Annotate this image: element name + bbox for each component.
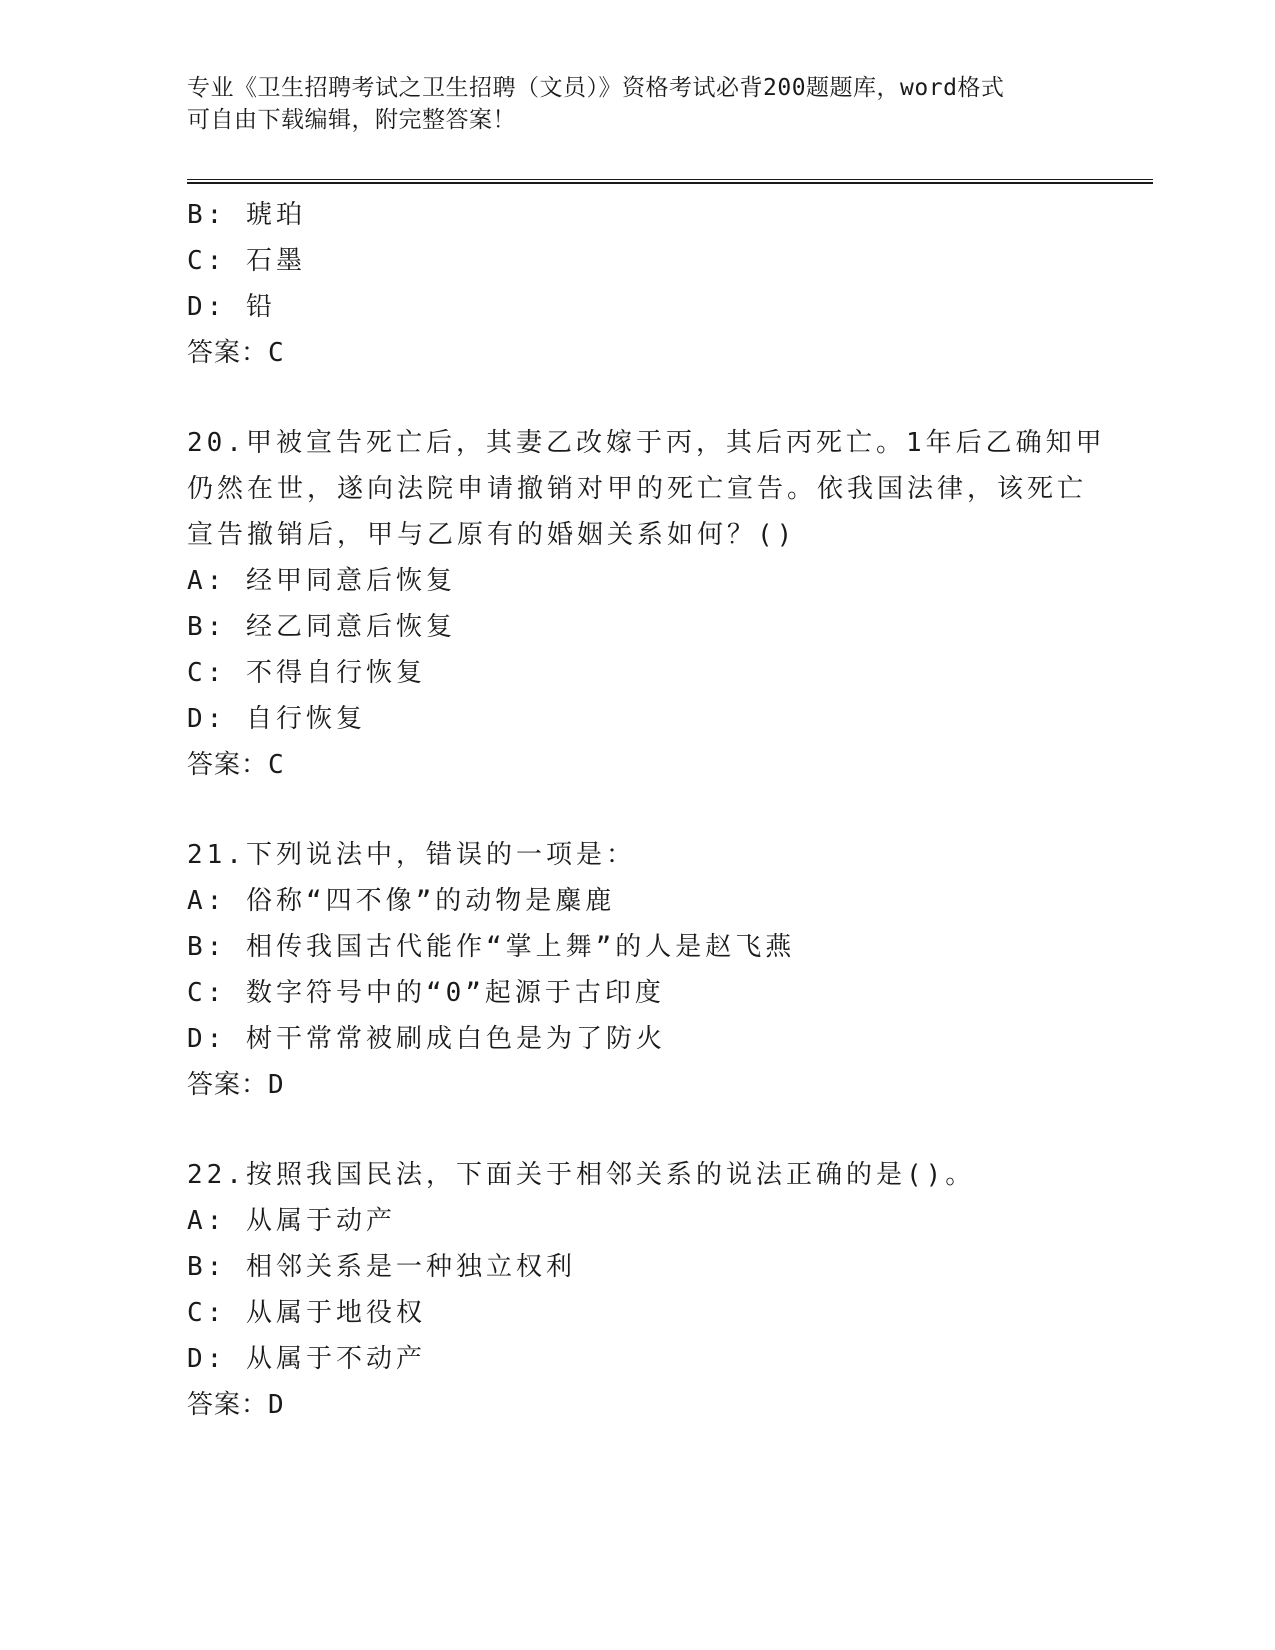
option-a: A: 经甲同意后恢复 — [187, 566, 456, 596]
option-a: A: 从属于动产 — [187, 1206, 396, 1236]
option-a: A: 俗称“四不像”的动物是麋鹿 — [187, 886, 616, 916]
question-block-21 — [187, 832, 1147, 1108]
question-content — [187, 192, 1147, 1428]
option-b: B: 相邻关系是一种独立权利 — [187, 1252, 576, 1282]
document-header — [187, 72, 1087, 136]
option-c: C: 不得自行恢复 — [187, 658, 426, 688]
spacer — [187, 376, 1147, 420]
answer-line: 答案：C — [187, 750, 285, 780]
header-divider-thin — [187, 179, 1153, 180]
question-stem-line: 仍然在世，遂向法院申请撤销对甲的死亡宣告。依我国法律，该死亡 — [187, 474, 1088, 504]
option-d: D: 自行恢复 — [187, 704, 366, 734]
header-line-1: 专业《卫生招聘考试之卫生招聘（文员）》资格考试必背200题题库，word格式 — [187, 75, 1005, 101]
question-block-19 — [187, 192, 1147, 376]
question-stem-line: 21.下列说法中，错误的一项是： — [187, 840, 636, 870]
option-d: D: 铅 — [187, 292, 276, 322]
option-b: B: 琥珀 — [187, 200, 306, 230]
answer-line: 答案：C — [187, 338, 285, 368]
option-c: C: 石墨 — [187, 246, 306, 276]
header-divider-thick — [187, 182, 1153, 184]
answer-line: 答案：D — [187, 1070, 285, 1100]
answer-line: 答案：D — [187, 1390, 285, 1420]
option-c: C: 数字符号中的“0”起源于古印度 — [187, 978, 665, 1008]
option-d: D: 树干常常被刷成白色是为了防火 — [187, 1024, 666, 1054]
question-stem-line: 宣告撤销后，甲与乙原有的婚姻关系如何？() — [187, 520, 797, 550]
option-d: D: 从属于不动产 — [187, 1344, 426, 1374]
option-c: C: 从属于地役权 — [187, 1298, 426, 1328]
option-b: B: 经乙同意后恢复 — [187, 612, 456, 642]
spacer — [187, 788, 1147, 832]
question-stem-line: 20.甲被宣告死亡后，其妻乙改嫁于丙，其后丙死亡。1年后乙确知甲 — [187, 428, 1106, 458]
question-stem-line: 22.按照我国民法，下面关于相邻关系的说法正确的是()。 — [187, 1160, 976, 1190]
question-block-20 — [187, 420, 1147, 788]
question-block-22 — [187, 1152, 1147, 1428]
header-line-2: 可自由下载编辑，附完整答案！ — [187, 107, 516, 133]
option-b: B: 相传我国古代能作“掌上舞”的人是赵飞燕 — [187, 932, 796, 962]
spacer — [187, 1108, 1147, 1152]
